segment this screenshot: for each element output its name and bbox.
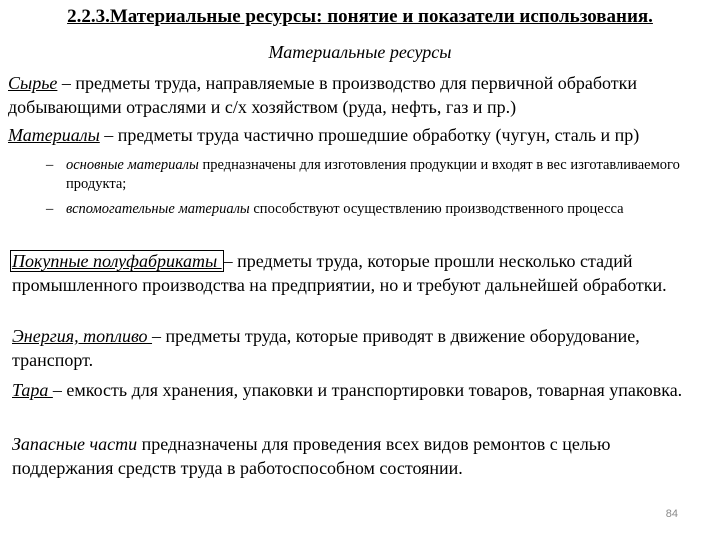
term-spare-parts: Запасные части <box>12 434 138 454</box>
definition-raw-materials <box>8 71 713 119</box>
bullet-dash: – <box>46 201 54 217</box>
term-energy-fuel: Энергия, топливо <box>12 326 153 346</box>
definition-spare-parts <box>12 432 712 480</box>
text-materials: – предметы труда частично прошедшие обработку (чугун, сталь и пр) <box>99 125 640 145</box>
text-semi-finished: – предметы труда, которые прошли несколько стадий промышленного производства на предприятии, но и требуют дальнейшей обработки. <box>12 251 667 295</box>
term-raw-materials: Сырье <box>8 73 58 93</box>
term-packaging: Тара <box>12 380 53 400</box>
page-number: 84 <box>665 508 678 520</box>
definition-packaging <box>12 378 712 402</box>
definition-semi-finished <box>12 249 712 297</box>
bullet-dash: – <box>46 157 54 173</box>
text-basic-materials: предназначены для изготовления продукции и входят в вес изготавливаемого продукта; <box>66 157 680 192</box>
text-packaging: – емкость для хранения, упаковки и транспортировки товаров, товарная упаковка. <box>52 380 683 400</box>
term-semi-finished: Покупные полуфабрикаты <box>12 251 222 271</box>
definition-materials <box>8 123 713 147</box>
list-item <box>46 200 706 219</box>
text-raw-materials: – предметы труда, направляемые в производство для первичной обработки добывающими отраслями и с/х хозяйством (руда, нефть, газ и пр.) <box>8 73 638 117</box>
text-auxiliary-materials: способствуют осуществлению производственного процесса <box>249 201 624 217</box>
definition-energy-fuel <box>12 324 712 372</box>
term-auxiliary-materials: вспомогательные материалы <box>66 201 250 217</box>
slide-subtitle: Материальные ресурсы <box>268 42 452 62</box>
text-spare-parts: предназначены для проведения всех видов ремонтов с целью поддержания средств труда в работоспособном состоянии. <box>12 434 611 478</box>
text-energy-fuel: – предметы труда, которые приводят в движение оборудование, транспорт. <box>12 326 640 370</box>
term-materials: Материалы <box>8 125 100 145</box>
list-item <box>46 156 706 194</box>
term-basic-materials: основные материалы <box>66 157 199 173</box>
materials-bullet-list <box>46 156 706 225</box>
slide-title: 2.2.3.Материальные ресурсы: понятие и показатели использования. <box>67 6 653 27</box>
